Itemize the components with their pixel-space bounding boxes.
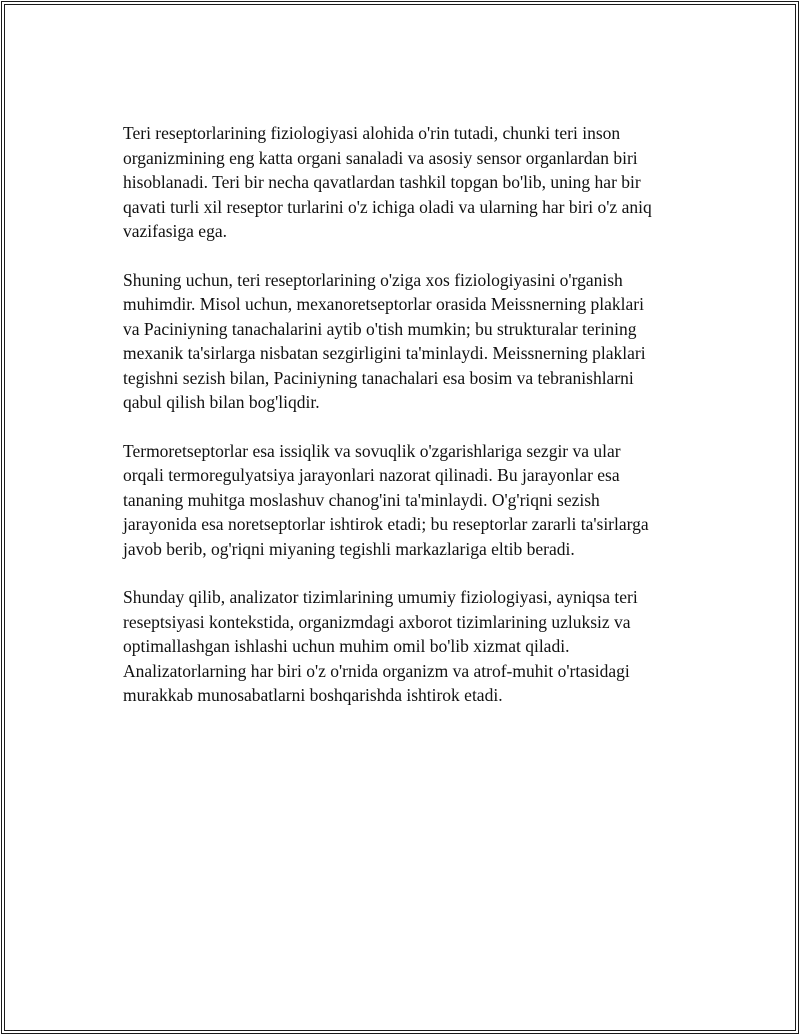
paragraph-1: Teri reseptorlarining fiziologiyasi alohida o'rin tutadi, chunki teri inson organizmining eng katta organi sanaladi va asosiy sensor organlardan biri hisoblanadi. Teri bir necha qavatlardan tashkil topgan bo'lib, uning har bir qavati turli xil reseptor turlarini o'z ichiga oladi va ularning har biri o'z aniq vazifasiga ega. [123, 123, 652, 241]
page-frame [1, 1, 799, 1034]
document-body [123, 121, 689, 732]
paragraph-2: Shuning uchun, teri reseptorlarining o'ziga xos fiziologiyasini o'rganish muhimdir. Misol uchun, mexanoretseptorlar orasida Meissnerning plaklari va Paciniyning tanachalarini aytib o'tish mumkin; bu strukturalar terining mexanik ta'sirlarga nisbatan sezgirligini ta'minlaydi. Meissnerning plaklari tegishni sezish bilan, Paciniyning tanachalari esa bosim va tebranishlarni qabul qilish bilan bog'liqdir. [123, 269, 646, 412]
paragraph-3: Termoretseptorlar esa issiqlik va sovuqlik o'zgarishlariga sezgir va ular orqali termoregulyatsiya jarayonlari nazorat qilinadi. Bu jarayonlar esa tananing muhitga moslashuv chanog'ini ta'minlaydi. O'g'riqni sezish jarayonida esa noretseptorlar ishtirok etadi; bu reseptorlar zararli ta'sirlarga javob berib, og'riqni miyaning tegishli markazlariga eltib beradi. [123, 440, 649, 559]
paragraph-4: Shunday qilib, analizator tizimlarining umumiy fiziologiyasi, ayniqsa teri reseptsiyasi kontekstida, organizmdagi axborot tizimlarining uzluksiz va optimallashgan ishlashi uchun muhim omil bo'lib xizmat qiladi. Analizatorlarning har biri o'z o'rnida organizm va atrof-muhit o'rtasidagi murakkab munosabatlarni boshqarishda ishtirok etadi. [123, 587, 638, 705]
